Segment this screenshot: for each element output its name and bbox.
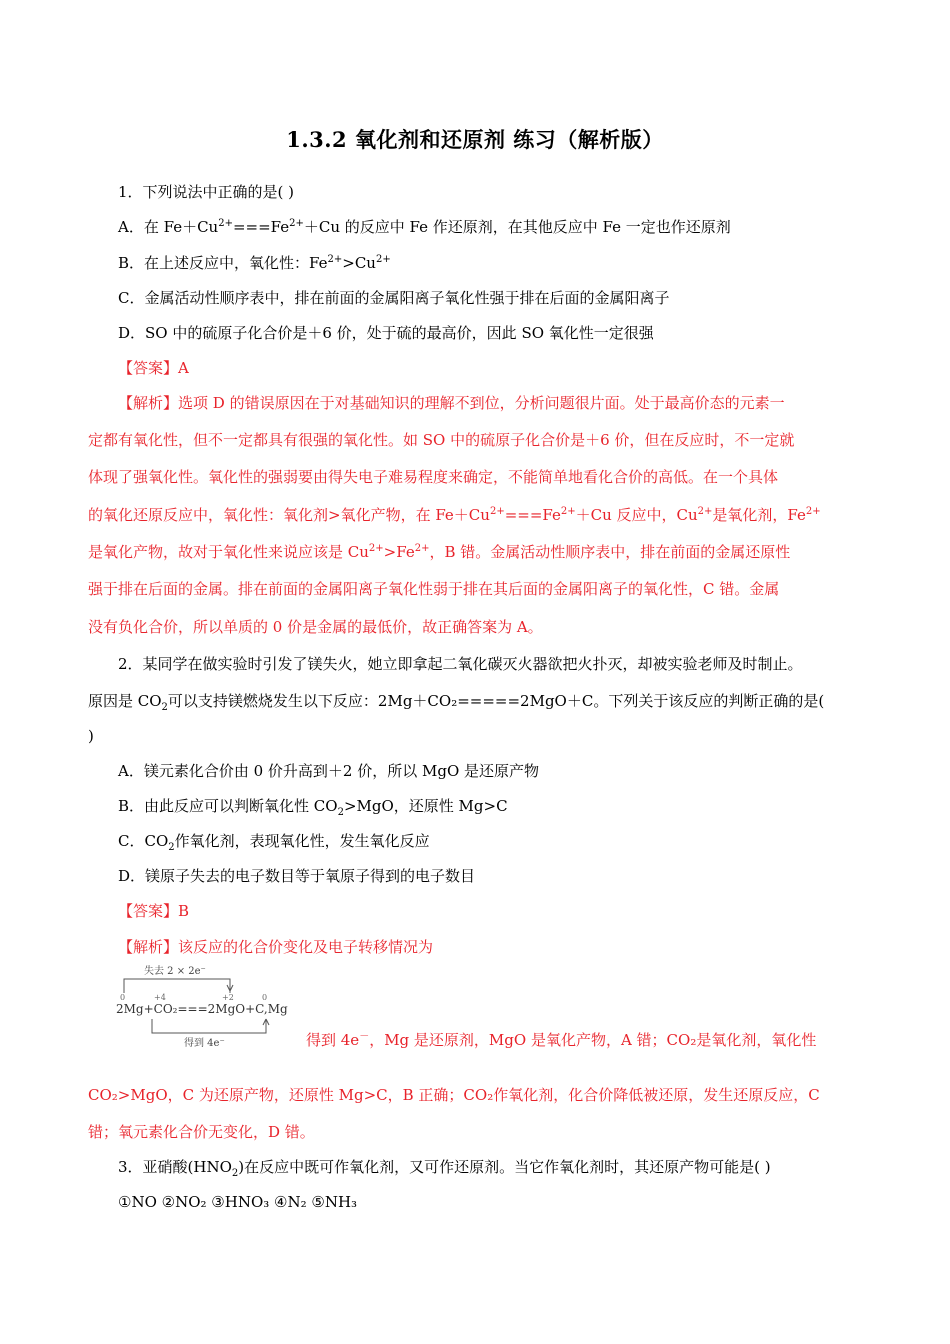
q2-option-c: C．$CO_2$作氧化剂，表现氧化性，发生氧化反应 [118, 832, 430, 853]
q1-stem: 1．下列说法中正确的是( ) [118, 183, 295, 201]
q2-option-a: A．镁元素化合价由 0 价升高到＋2 价，所以 MgO 是还原产物 [118, 762, 540, 780]
lose-label: 失去 2 × 2e⁻ [144, 966, 206, 977]
q1-option-b: B．在上述反应中，氧化性：$Fe^{2+}>Cu^{2+}$ [118, 254, 391, 272]
q2-analysis-line-2: 得到 4e－，Mg 是还原剂，MgO 是氧化产物，A 错；CO₂是氧化剂，氧化性 [306, 1031, 817, 1049]
q1-analysis-line-3: 体现了强氧化性。氧化性的强弱要由得失电子难易程度来确定，不能简单地看化合价的高低。在一个具体 [88, 468, 779, 486]
q1-analysis-line-5: 是氧化产物，故对于氧化性来说应该是 $Cu^{2+}>Fe^{2+}$，B 错。金属活动性顺序表中，排在前面的金属还原性 [88, 543, 791, 561]
q1-analysis-line-6: 强于排在后面的金属。排在前面的金属阳离子氧化性弱于排在其后面的金属阳离子的氧化性，C 错。金属 [88, 580, 780, 598]
svg-text:+2: +2 [222, 993, 234, 1002]
q3-stem: 3．亚硝酸$(HNO_2)$在反应中既可作氧化剂，又可作还原剂。当它作氧化剂时，其还原产物可能是( ) [118, 1158, 771, 1179]
electron-transfer-diagram [114, 963, 304, 1053]
svg-text:+4: +4 [154, 993, 166, 1002]
q2-analysis-line-3: CO₂>MgO，C 为还原产物，还原性 Mg>C，B 正确；CO₂作氧化剂，化合价降低被还原，发生还原反应，C [88, 1086, 820, 1104]
gain-electron-bracket [152, 1019, 266, 1033]
q2-stem-line-2: 原因是 $CO_2$可以支持镁燃烧发生以下反应：2Mg＋CO₂=====2MgO＋C。下列关于该反应的判断正确的是( [88, 692, 825, 713]
q2-answer: 【答案】B [118, 902, 190, 920]
gain-label: 得到 4e⁻ [184, 1038, 225, 1049]
q2-option-d: D．镁原子失去的电子数目等于氧原子得到的电子数目 [118, 867, 476, 885]
q1-option-c: C．金属活动性顺序表中，排在前面的金属阳离子氧化性强于排在后面的金属阳离子 [118, 289, 670, 307]
svg-text:0: 0 [120, 993, 126, 1002]
q2-analysis-line-4: 错；氧元素化合价无变化，D 错。 [88, 1123, 315, 1141]
page-title: 1.3.2 氧化剂和还原剂 练习（解析版） [286, 127, 664, 152]
svg-text:0: 0 [262, 993, 268, 1002]
equation: 2Mg+CO₂===2MgO+C,Mg [116, 1002, 288, 1016]
q2-stem-line-3: ) [88, 727, 94, 745]
q2-option-b: B．由此反应可以判断氧化性 $CO_2>MgO$，还原性 Mg>C [118, 797, 508, 818]
q2-analysis-line-1: 【解析】该反应的化合价变化及电子转移情况为 [118, 938, 434, 956]
q1-analysis-line-7: 没有负化合价，所以单质的 0 价是金属的最低价，故正确答案为 A。 [88, 618, 543, 636]
q1-analysis-line-4: 的氧化还原反应中，氧化性：氧化剂>氧化产物，在 $Fe+Cu^{2+}===Fe^{2+}+Cu$ 反应中，$Cu^{2+}$是氧化剂，$Fe^{2+}$ [88, 506, 821, 524]
q1-answer: 【答案】A [118, 359, 189, 377]
q1-option-d: D．SO 中的硫原子化合价是＋6 价，处于硫的最高价，因此 SO 氧化性一定很强 [118, 324, 654, 342]
lose-electron-bracket [124, 979, 230, 993]
q3-options: ①NO ②NO₂ ③HNO₃ ④N₂ ⑤NH₃ [118, 1193, 358, 1211]
q2-stem-line-1: 2．某同学在做实验时引发了镁失火，她立即拿起二氧化碳灭火器欲把火扑灭，却被实验老师及时制止。 [118, 655, 803, 673]
q1-analysis-line-2: 定都有氧化性，但不一定都具有很强的氧化性。如 SO 中的硫原子化合价是＋6 价，但在反应时，不一定就 [88, 431, 795, 449]
q1-analysis-line-1: 【解析】选项 D 的错误原因在于对基础知识的理解不到位，分析问题很片面。处于最高价态的元素一 [118, 394, 785, 412]
q1-option-a: A．在 $Fe+Cu^{2+}===Fe^{2+}+Cu$ 的反应中 Fe 作还原剂，在其他反应中 Fe 一定也作还原剂 [118, 218, 731, 236]
